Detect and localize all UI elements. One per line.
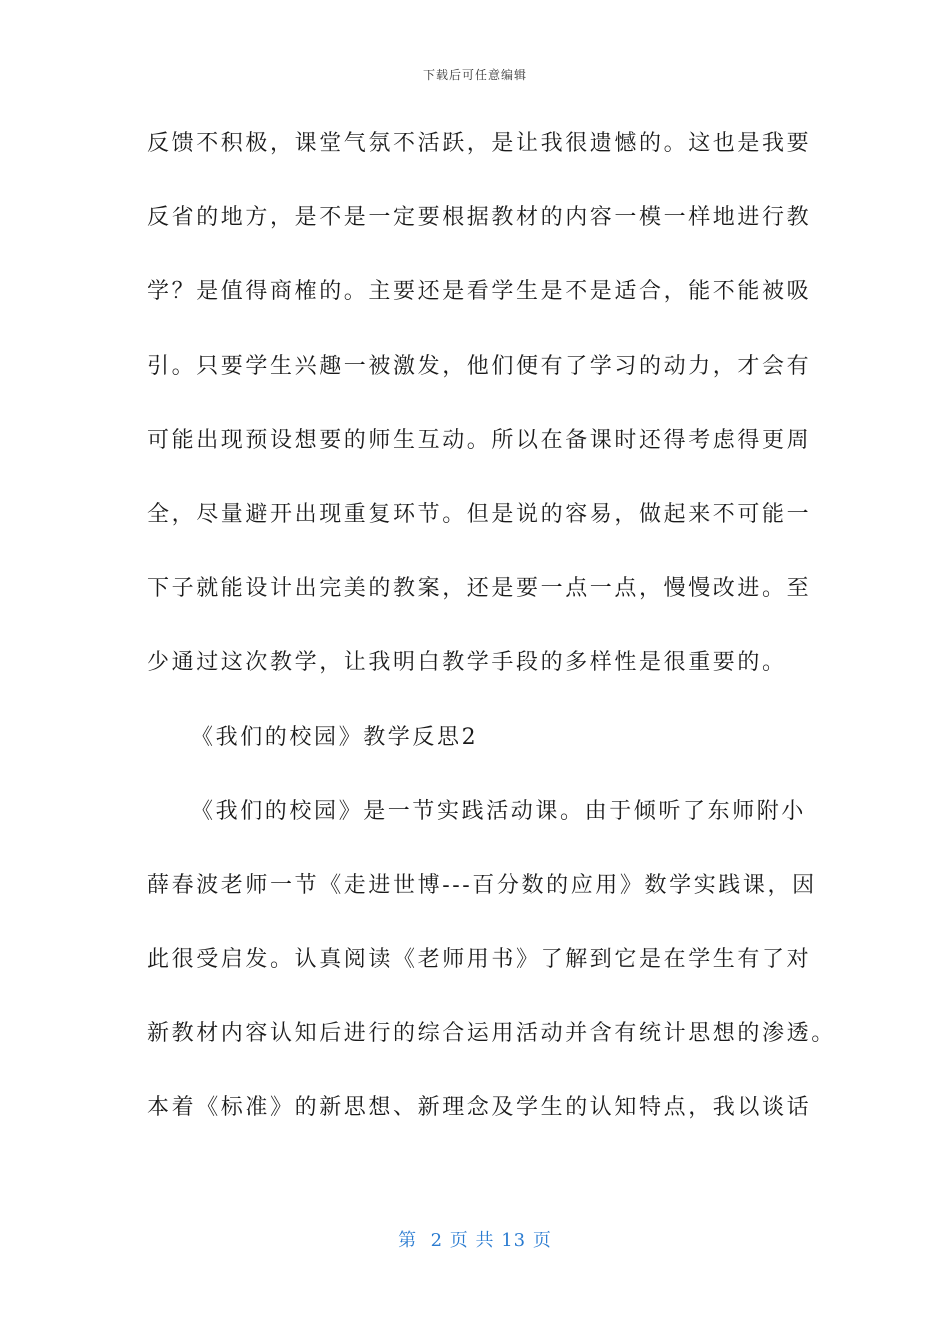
- paragraph-line: 本着《标准》的新思想、新理念及学生的认知特点，我以谈话: [147, 1095, 812, 1121]
- paragraph-line: 引。只要学生兴趣一被激发，他们便有了学习的动力，才会有: [147, 353, 812, 379]
- document-body: [147, 118, 836, 1157]
- paragraph-line: 《我们的校园》是一节实践活动课。由于倾听了东师附小: [191, 798, 807, 824]
- paragraph-line: 可能出现预设想要的师生互动。所以在备课时还得考虑得更周: [147, 427, 812, 453]
- paragraph-line: 新教材内容认知后进行的综合运用活动并含有统计思想的渗透。: [147, 1021, 836, 1047]
- paragraph-line: 学？是值得商榷的。主要还是看学生是不是适合，能不能被吸: [147, 279, 812, 305]
- paragraph-line: 薛春波老师一节《走进世博---百分数的应用》数学实践课，因: [147, 872, 817, 898]
- page-number-footer: 第 2 页 共 13 页: [398, 1230, 552, 1251]
- paragraph-line: 全，尽量避开出现重复环节。但是说的容易，做起来不可能一: [147, 501, 812, 527]
- paragraph-line: 反馈不积极，课堂气氛不活跃，是让我很遗憾的。这也是我要: [147, 131, 812, 156]
- page-header: 下载后可任意编辑: [422, 68, 527, 82]
- paragraph-line: 反省的地方，是不是一定要根据教材的内容一模一样地进行教: [147, 205, 812, 231]
- paragraph-line: 少通过这次教学，让我明白教学手段的多样性是很重要的。: [147, 650, 787, 676]
- section-heading: 《我们的校园》教学反思2: [191, 724, 479, 750]
- paragraph-line: 此很受启发。认真阅读《老师用书》了解到它是在学生有了对: [147, 947, 812, 973]
- paragraph-line: 下子就能设计出完美的教案，还是要一点一点，慢慢改进。至: [147, 576, 812, 602]
